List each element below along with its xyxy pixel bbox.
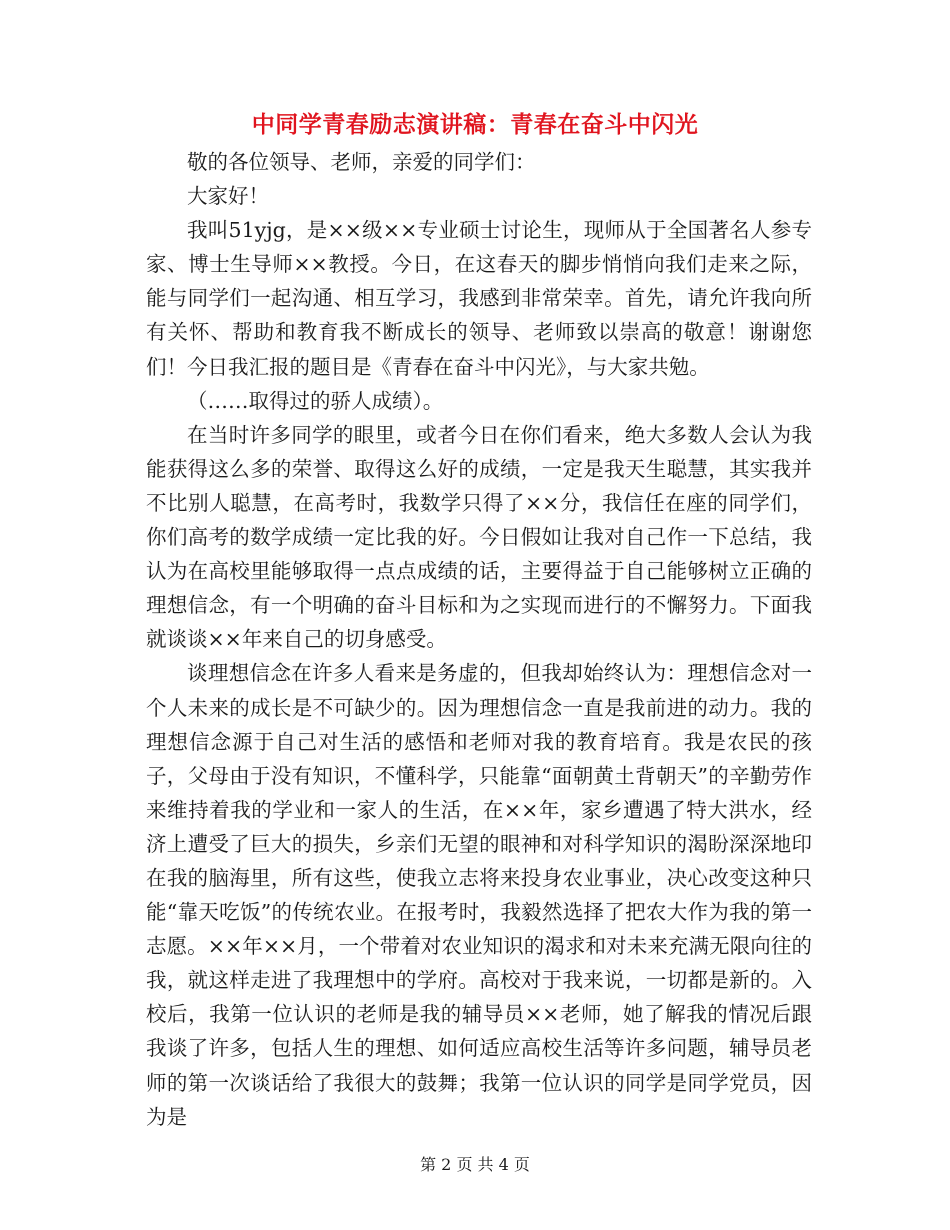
page-number-footer: 第 2 页 共 4 页 (420, 1155, 530, 1174)
document-title: 中同学青春励志演讲稿：青春在奋斗中闪光 (251, 111, 699, 138)
salutation-paragraph: 敬的各位领导、老师，亲爱的同学们： (187, 150, 536, 174)
body-paragraph: 在当时许多同学的眼里，或者今日在你们看来，绝大多数人会认为我能获得这么多的荣誉、取得这么好的成绩，一定是我天生聪慧，其实我并不比别人聪慧，在高考时，我数学只得了××分，我信任在座的同学们，你们高考的数学成绩一定比我的好。今日假如让我对自己作一下总结，我认为在高校里能够取得一点点成绩的话，主要得益于自己能够树立正确的理想信念，有一个明确的奋斗目标和为之实现而进行的不懈努力。下面我就谈谈××年来自己的切身感受。 (146, 422, 812, 652)
body-paragraph: 我叫51yjg，是××级××专业硕士讨论生，现师从于全国著名人参专家、博士生导师××教授。今日，在这春天的脚步悄悄向我们走来之际，能与同学们一起沟通、相互学习，我感到非常荣幸。首先，请允许我向所有关怀、帮助和教育我不断成长的领导、老师致以崇高的敬意！谢谢您们！今日我汇报的题目是《青春在奋斗中闪光》，与大家共勉。 (146, 218, 812, 379)
greeting-paragraph: 大家好！ (187, 184, 269, 209)
body-paragraph: （……取得过的骄人成绩）。 (187, 388, 444, 413)
document-body (146, 145, 812, 1134)
body-paragraph: 谈理想信念在许多人看来是务虚的，但我却始终认为：理想信念对一个人未来的成长是不可缺少的。因为理想信念一直是我前进的动力。我的理想信念源于自己对生活的感悟和老师对我的教育培育。我是农民的孩子，父母由于没有知识，不懂科学，只能靠“面朝黄土背朝天”的辛勤劳作来维持着我的学业和一家人的生活，在××年，家乡遭遇了特大洪水，经济上遭受了巨大的损失，乡亲们无望的眼神和对科学知识的渴盼深深地印在我的脑海里，所有这些，使我立志将来投身农业事业，决心改变这种只能“靠天吃饭”的传统农业。在报考时，我毅然选择了把农大作为我的第一志愿。××年××月，一个带着对农业知识的渴求和对未来充满无限向往的我，就这样走进了我理想中的学府。高校对于我来说，一切都是新的。入校后，我第一位认识的老师是我的辅导员××老师，她了解我的情况后跟我谈了许多，包括人生的理想、如何适应高校生活等许多问题，辅导员老师的第一次谈话给了我很大的鼓舞；我第一位认识的同学是同学党员，因为是 (146, 661, 812, 1129)
